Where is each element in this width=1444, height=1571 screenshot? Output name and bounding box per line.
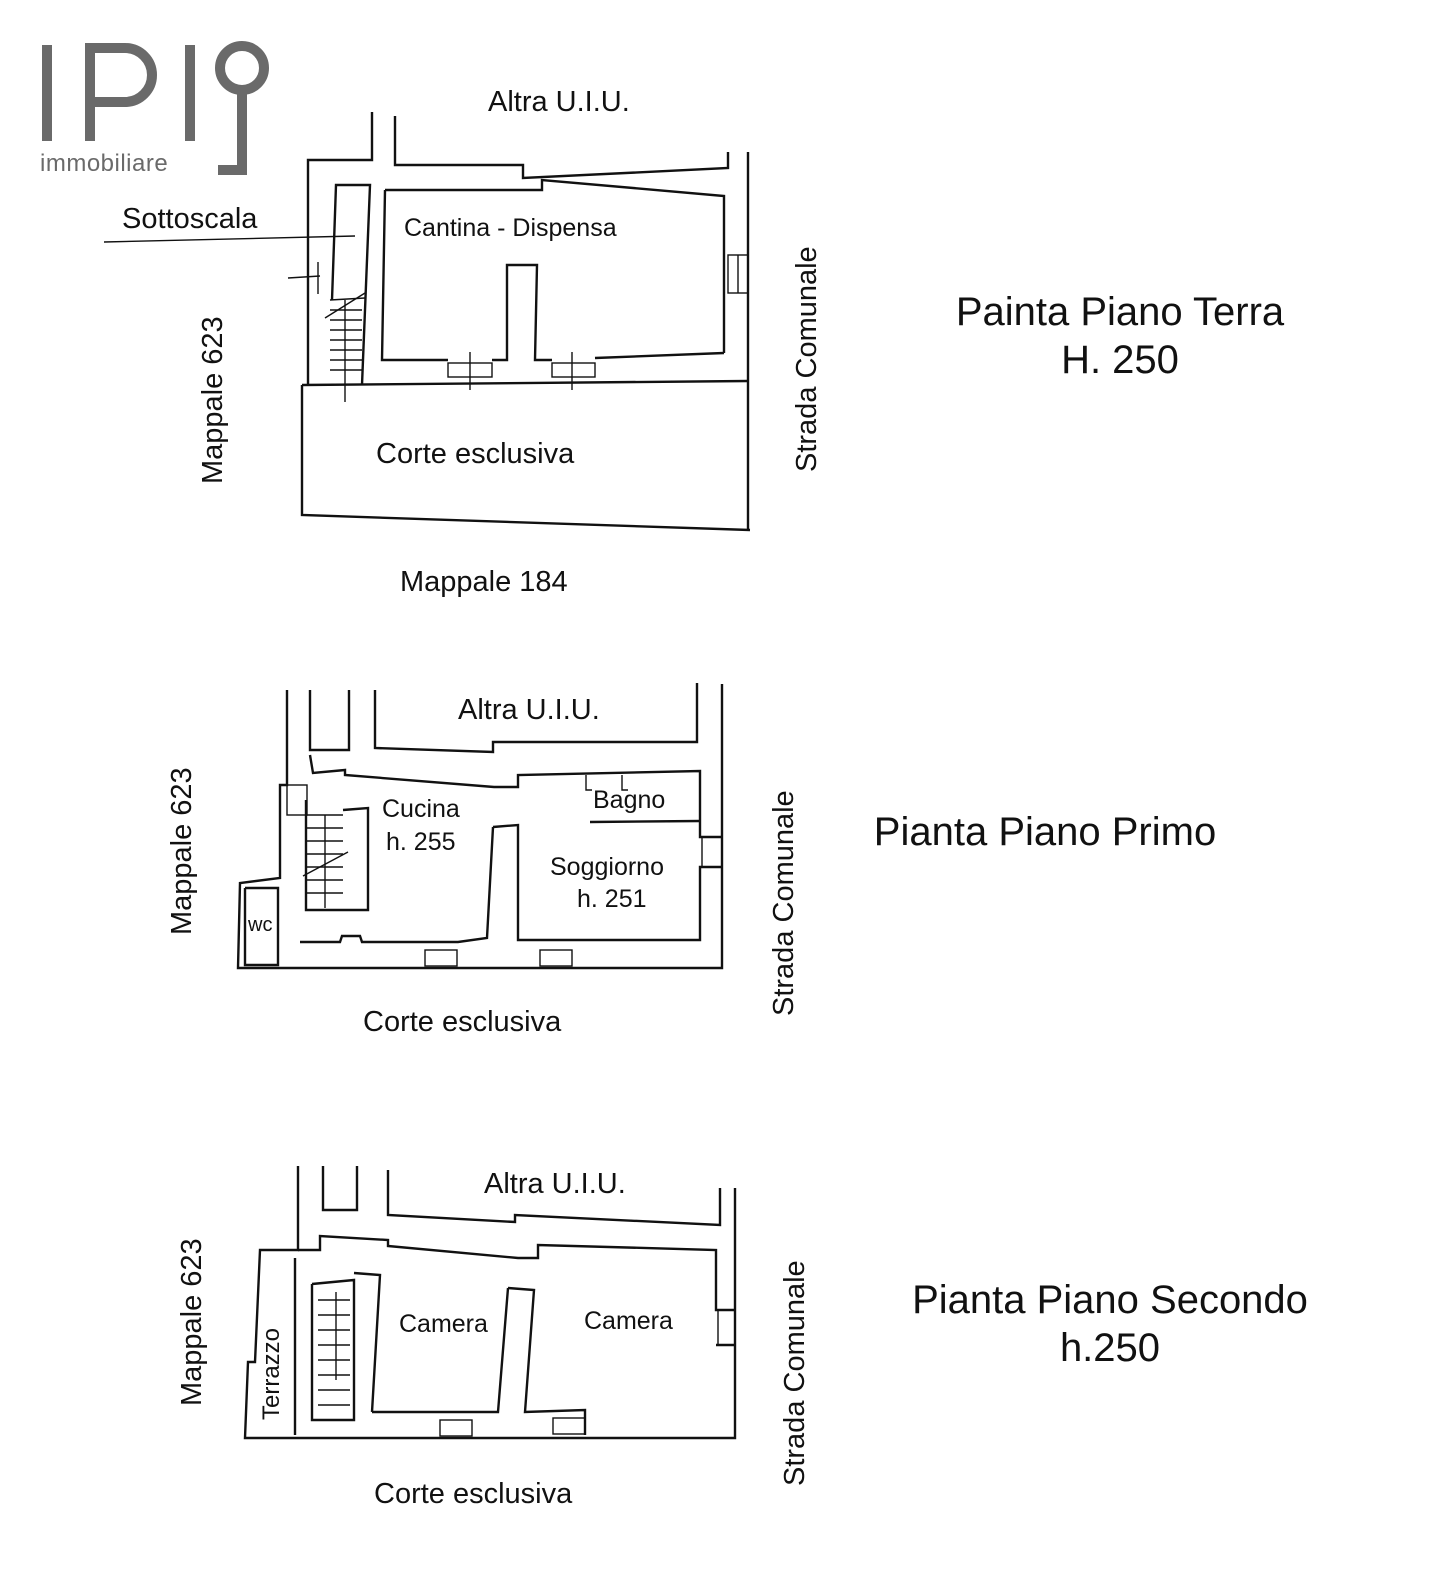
second-top-label: Altra U.I.U. <box>484 1168 626 1200</box>
first-right-label: Strada Comunale <box>768 790 800 1016</box>
second-left-label: Mappale 623 <box>176 1238 208 1406</box>
kitchen-height-label: h. 255 <box>386 828 456 856</box>
living-height-label: h. 251 <box>577 885 647 913</box>
ground-top-label: Altra U.I.U. <box>488 86 630 118</box>
second-floor-title-line1: Pianta Piano Secondo <box>912 1278 1308 1322</box>
second-floor-plan <box>245 1166 735 1438</box>
first-floor-stairs-icon <box>303 815 348 908</box>
bath-label: Bagno <box>593 786 666 814</box>
second-bottom-label: Corte esclusiva <box>374 1478 573 1510</box>
kitchen-label: Cucina <box>382 795 460 823</box>
ground-floor-title <box>930 288 1310 384</box>
ground-window-icon <box>448 255 748 390</box>
first-left-label: Mappale 623 <box>166 767 198 935</box>
living-label: Soggiorno <box>550 853 664 881</box>
second-floor-title <box>890 1276 1330 1372</box>
second-floor-stairs-icon <box>318 1292 350 1405</box>
ground-right-label: Strada Comunale <box>791 246 823 472</box>
terrace-label: Terrazzo <box>258 1327 285 1420</box>
first-top-label: Altra U.I.U. <box>458 694 600 726</box>
ground-left-label: Mappale 623 <box>197 316 229 484</box>
room2-label: Camera <box>584 1307 673 1335</box>
second-floor-height: h.250 <box>1059 1326 1161 1370</box>
room1-label: Camera <box>399 1310 488 1338</box>
ground-floor-title-line1: Painta Piano Terra <box>955 290 1285 334</box>
first-floor-title: Pianta Piano Primo <box>873 810 1217 854</box>
wc-label: wc <box>248 914 273 936</box>
ground-bottom-label: Mappale 184 <box>400 566 568 598</box>
ground-court-label: Corte esclusiva <box>376 438 575 470</box>
ground-floor-height: H. 250 <box>1061 338 1179 382</box>
first-bottom-label: Corte esclusiva <box>363 1006 562 1038</box>
logo-subtitle: immobiliare <box>40 150 169 177</box>
understairs-label: Sottoscala <box>122 203 258 235</box>
cellar-label: Cantina - Dispensa <box>404 214 617 242</box>
second-right-label: Strada Comunale <box>779 1260 811 1486</box>
